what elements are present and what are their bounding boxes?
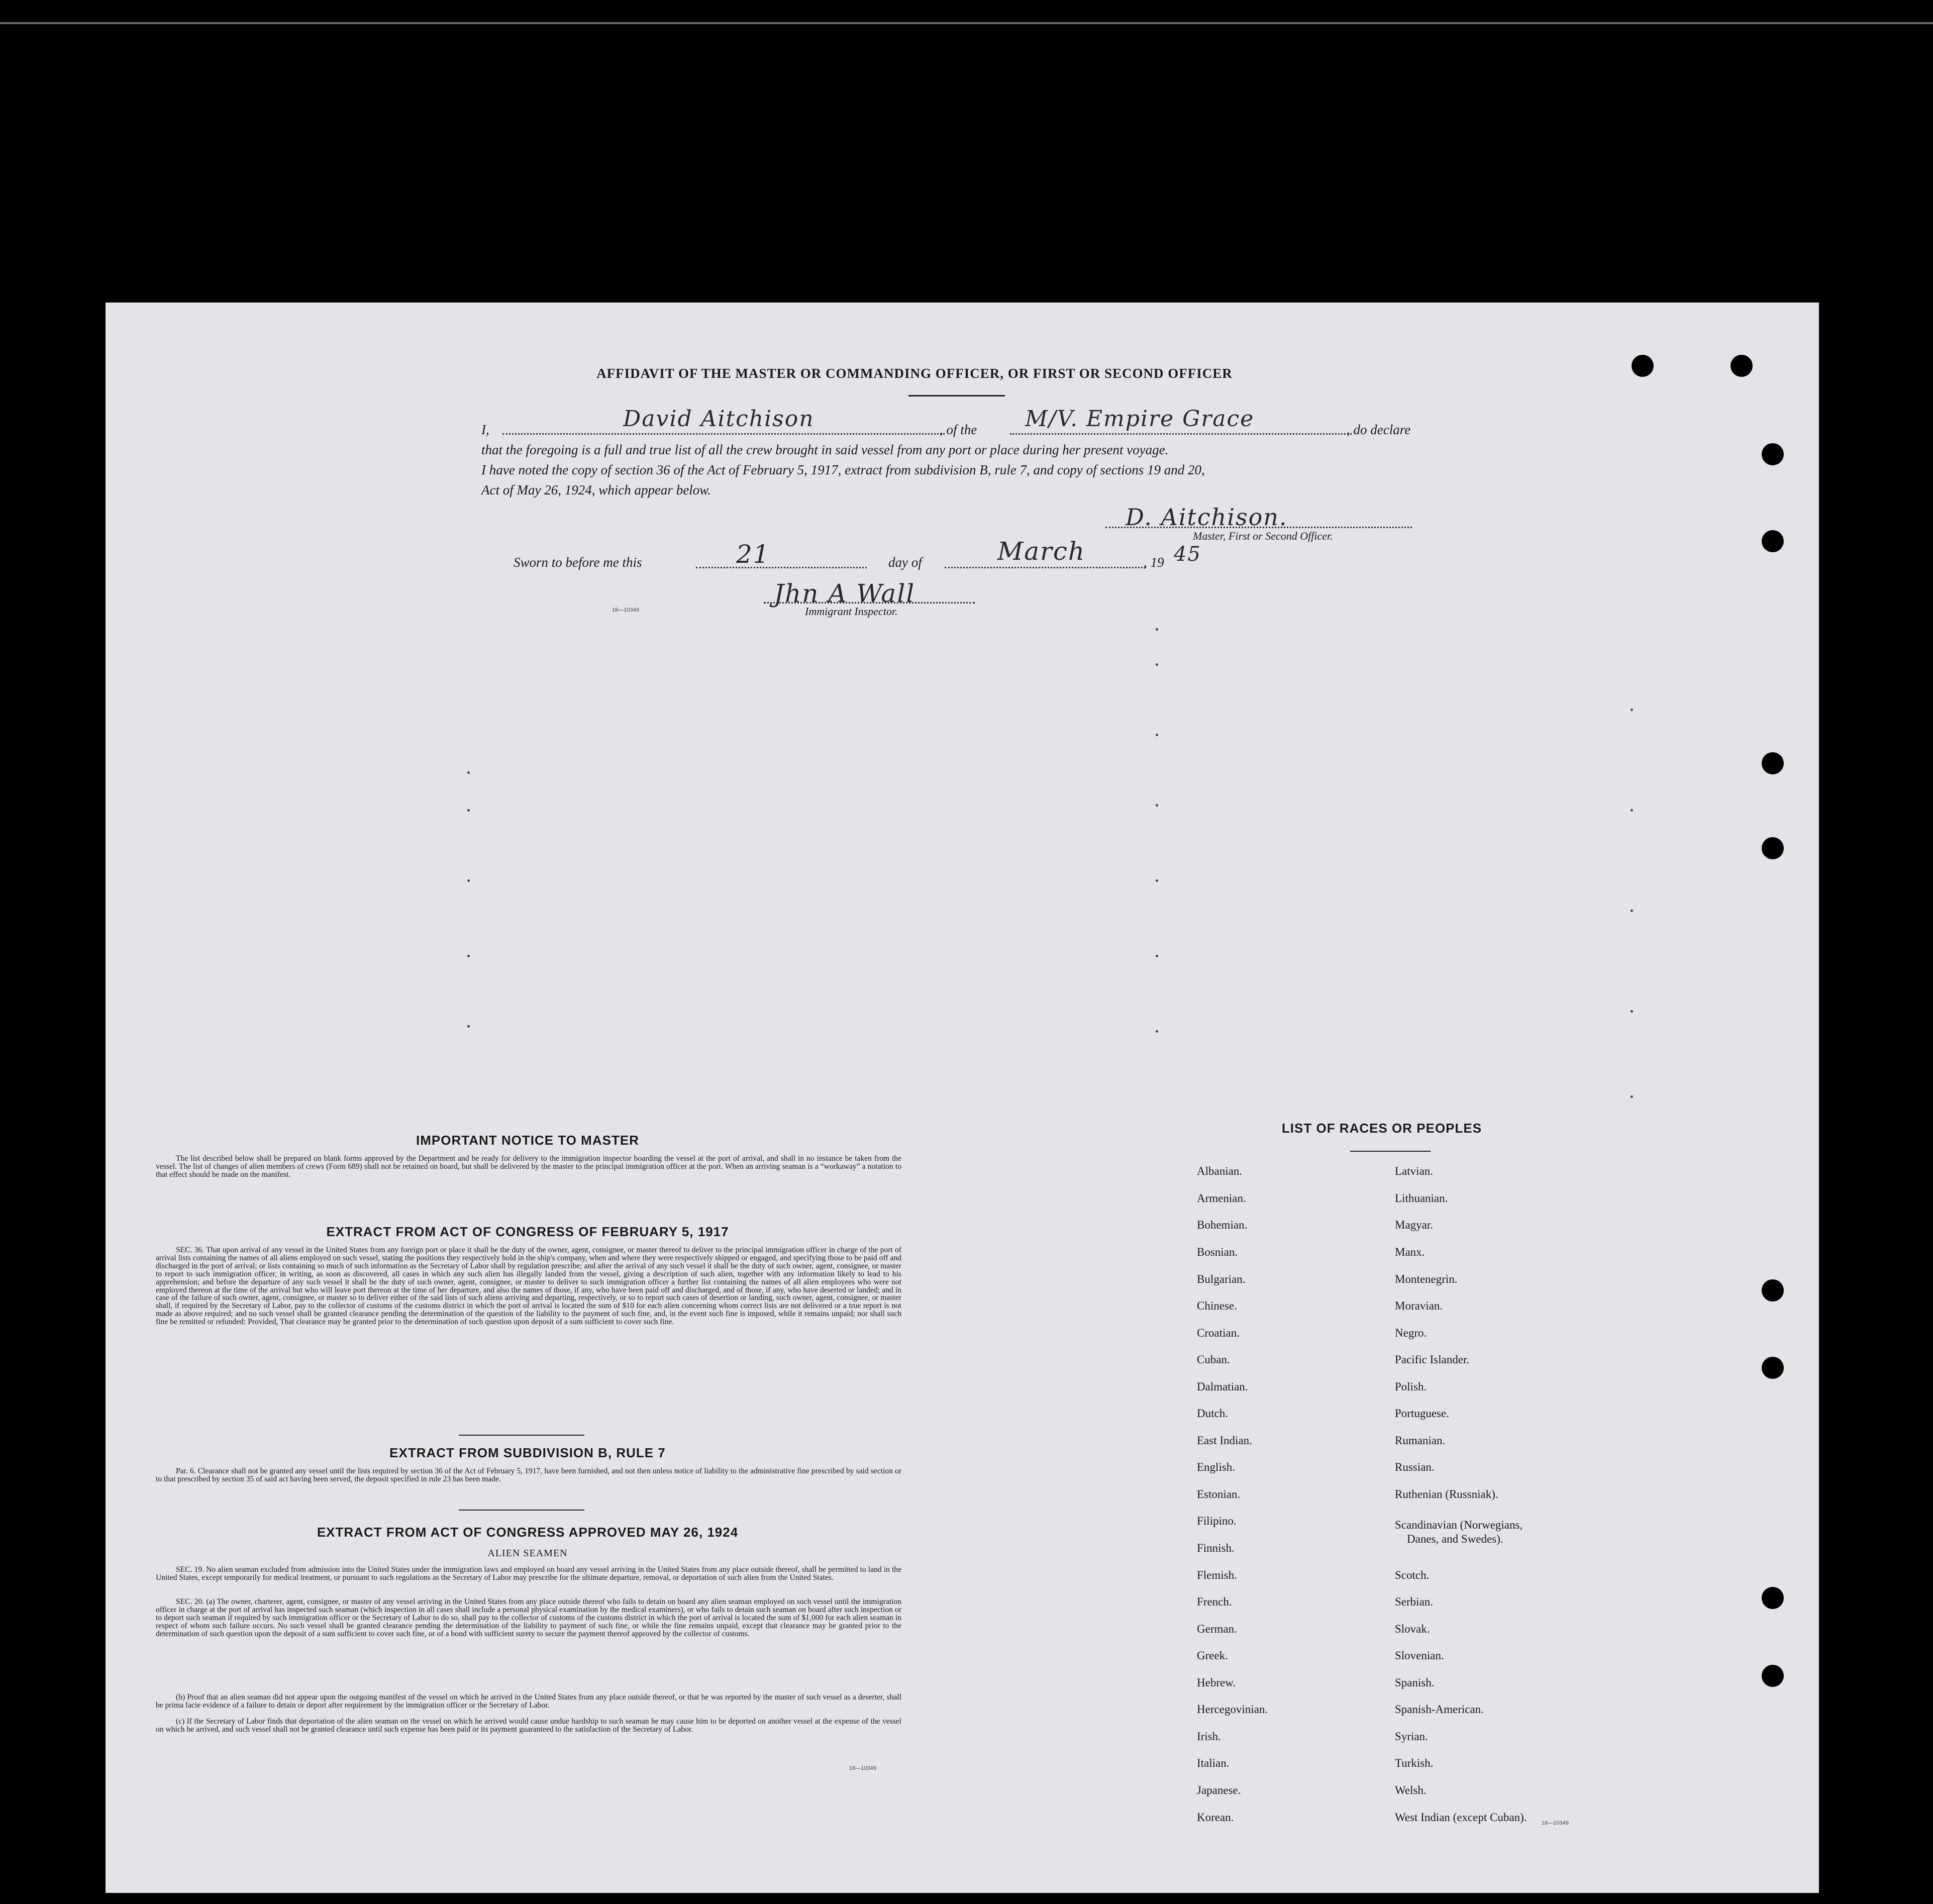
bleed-through-dot xyxy=(1156,804,1158,807)
race-item: German. xyxy=(1197,1623,1237,1635)
race-item: English. xyxy=(1197,1461,1236,1473)
bleed-through-dot xyxy=(467,879,470,882)
races-title-rule xyxy=(1350,1151,1431,1152)
bleed-through-dot xyxy=(467,1025,470,1028)
race-item: Greek. xyxy=(1197,1649,1228,1662)
race-item: Pacific Islander. xyxy=(1395,1353,1470,1366)
race-item: Russian. xyxy=(1395,1461,1435,1473)
race-item: Hebrew. xyxy=(1197,1676,1236,1689)
affidavit-line-4: Act of May 26, 1924, which appear below. xyxy=(481,482,711,497)
bleed-through-dot xyxy=(1156,1030,1158,1033)
year-handwritten: 45 xyxy=(1174,543,1201,566)
race-item: Croatian. xyxy=(1197,1327,1240,1339)
race-item: Welsh. xyxy=(1395,1784,1427,1796)
day-of-label: day of xyxy=(888,555,922,570)
master-name-line xyxy=(502,433,945,435)
punch-hole xyxy=(1731,355,1753,377)
race-item: Montenegrin. xyxy=(1395,1273,1458,1285)
affidavit-heading: AFFIDAVIT OF THE MASTER OR COMMANDING OFFICER, OR FIRST OR SECOND OFFICER xyxy=(596,366,1233,381)
punch-hole xyxy=(1762,752,1784,774)
sworn-day-handwritten: 21 xyxy=(736,540,770,569)
section-divider xyxy=(459,1510,584,1511)
race-item: Danes, and Swedes). xyxy=(1407,1533,1503,1545)
bleed-through-dot xyxy=(467,955,470,957)
document-page xyxy=(106,303,1819,1893)
inspector-caption: Immigrant Inspector. xyxy=(805,605,898,618)
race-item: Portuguese. xyxy=(1395,1407,1449,1420)
race-item: East Indian. xyxy=(1197,1434,1252,1447)
affidavit-form-number: 16—10349 xyxy=(612,607,639,613)
bleed-through-dot xyxy=(1631,809,1633,812)
extract-rule7-text: Par. 6. Clearance shall not be granted any vessel until the lists required by section 36 of the Act of February 5, 1917, have been furnished, and not then unless notice of liability to the administrative fine prescribed by said section or to that prescribed by section 35 of said act having been served, the deposit specified in rule 23 has been made. xyxy=(156,1467,901,1483)
race-item: Dalmatian. xyxy=(1197,1380,1248,1393)
race-item: Syrian. xyxy=(1395,1730,1428,1743)
year-prefix-label: , 19 xyxy=(1144,555,1164,570)
punch-hole xyxy=(1762,1279,1784,1301)
race-item: Bosnian. xyxy=(1197,1246,1238,1258)
extract-form-number: 16—10349 xyxy=(849,1765,876,1771)
bleed-through-dot xyxy=(1631,910,1633,912)
extract-1924-sec20c: (c) If the Secretary of Labor finds that deportation of the alien seaman on the vessel on which he arrived would cause undue hardship to such seaman he may cause him to be deported on another vessel at the expense of the vessel on which he arrived, and such vessel shall not be granted clearance until such expense has been paid or its payment guaranteed to the satisfaction of the Secretary of Labor. xyxy=(156,1717,901,1734)
race-item: Hercegovinian. xyxy=(1197,1703,1268,1716)
race-item: Serbian. xyxy=(1395,1595,1434,1608)
race-item: Turkish. xyxy=(1395,1757,1434,1769)
punch-hole xyxy=(1762,443,1784,465)
punch-hole xyxy=(1762,1665,1784,1687)
race-item: Flemish. xyxy=(1197,1569,1237,1581)
race-item: Polish. xyxy=(1395,1380,1427,1393)
race-item: Moravian. xyxy=(1395,1299,1443,1312)
race-item: Slovenian. xyxy=(1395,1649,1444,1662)
of-the-label: , of the xyxy=(940,422,977,437)
extract-rule7-title: EXTRACT FROM SUBDIVISION B, RULE 7 xyxy=(389,1445,666,1460)
extract-1924-subtitle: ALIEN SEAMEN xyxy=(487,1548,568,1559)
inspector-signature: Jhn A Wall xyxy=(774,579,915,608)
sworn-month-handwritten: March xyxy=(997,537,1086,566)
affidavit-i-label: I, xyxy=(481,422,489,437)
heading-rule xyxy=(908,395,1005,396)
punch-hole xyxy=(1762,530,1784,552)
bleed-through-dot xyxy=(1156,879,1158,882)
signature-caption: Master, First or Second Officer. xyxy=(1193,530,1333,542)
punch-hole xyxy=(1762,837,1784,859)
race-item: Estonian. xyxy=(1197,1488,1241,1500)
scan-top-border xyxy=(0,22,1933,24)
bleed-through-dot xyxy=(1631,1010,1633,1013)
race-item: Italian. xyxy=(1197,1757,1230,1769)
race-item: West Indian (except Cuban). xyxy=(1395,1811,1527,1824)
master-signature: D. Aitchison. xyxy=(1126,504,1288,531)
sworn-day-line xyxy=(696,567,867,568)
do-declare-label: , do declare xyxy=(1347,422,1411,437)
extract-1917-text: SEC. 36. That upon arrival of any vessel in the United States from any foreign port or place it shall be the duty of the owner, agent, consignee, or master thereof to deliver to the principal immigration officer in charge of the port of arrival lists containing the names of all aliens employed on such vessel, stating the positions they respectively hold in the ship's company, when and where they were respectively shipped or engaged, and specifying those to be paid off and discharged in the port of arrival; or lists containing so much of such information as the Secretary of Labor shall by regulation prescribe; and after the arrival of any such vessel it shall be the duty of such owner, agent, consignee, or master to report to such immigration officer, in writing, as soon as discovered, all cases in which any such alien has illegally landed from the vessel, giving a description of such alien, together with any information likely to lead to his apprehension; and before the departure of any such vessel it shall be the duty of such owner, agent, consignee, or master to deliver to such immigration officer a further list containing the names of all alien employees who were not employed thereon at the time of the arrival but who will leave port thereon at the time of her departure, and also the names of those, if any, who have been paid off and discharged, and of those, if any, who have deserted or landed; and in case of the failure of such owner, agent, consignee, or master so to deliver either of the said lists of such aliens arriving and departing, respectively, or so to report such cases of desertion or landing, such owner, agent, consignee, or master shall, if required by the Secretary of Labor, pay to the collector of customs of the customs district in which the port of arrival is located the sum of $10 for each alien concerning whom correct lists are not delivered or a true report is not made as above required; and no such vessel shall be granted clearance pending the determination of the question of the liability to the payment of such fine, and, in the event such fine is imposed, while it remains unpaid; nor shall such fine be remitted or refunded: Provided, That clearance may be granted prior to the determination of such question upon deposit of a sum sufficient to cover such fine. xyxy=(156,1246,901,1327)
vessel-name-handwritten: M/V. Empire Grace xyxy=(1025,406,1255,432)
race-item: Filipino. xyxy=(1197,1515,1237,1527)
race-item: Scotch. xyxy=(1395,1569,1430,1581)
punch-hole xyxy=(1762,1587,1784,1609)
sworn-month-line xyxy=(945,567,1146,568)
bleed-through-dot xyxy=(1631,709,1633,711)
bleed-through-dot xyxy=(467,809,470,812)
section-divider xyxy=(459,1435,584,1436)
signature-line xyxy=(1105,527,1412,528)
race-item: Manx. xyxy=(1395,1246,1425,1258)
vessel-name-line xyxy=(1010,433,1352,435)
punch-hole xyxy=(1762,1357,1784,1379)
master-name-handwritten: David Aitchison xyxy=(623,406,815,432)
inspector-line xyxy=(764,602,975,604)
bleed-through-dot xyxy=(1631,1095,1633,1098)
race-item: Ruthenian (Russniak). xyxy=(1395,1488,1498,1500)
race-item: Irish. xyxy=(1197,1730,1221,1743)
bleed-through-dot xyxy=(1156,663,1158,666)
sworn-label: Sworn to before me this xyxy=(514,555,642,570)
notice-title: IMPORTANT NOTICE TO MASTER xyxy=(416,1133,639,1148)
races-form-number: 16—10349 xyxy=(1542,1820,1569,1826)
race-item: Bulgarian. xyxy=(1197,1273,1246,1285)
punch-hole xyxy=(1632,355,1654,377)
extract-1924-sec20b: (b) Proof that an alien seaman did not appear upon the outgoing manifest of the vessel on which he arrived in the United States from any place outside thereof, or that he was reported by the master of such vessel as a deserter, shall be prima facie evidence of a failure to detain or deport after requirement by the immigration officer or the Secretary of Labor. xyxy=(156,1693,901,1710)
race-item: Magyar. xyxy=(1395,1219,1434,1231)
race-item: Slovak. xyxy=(1395,1623,1430,1635)
extract-1924-title: EXTRACT FROM ACT OF CONGRESS APPROVED MAY 26, 1924 xyxy=(317,1525,739,1540)
races-title: LIST OF RACES OR PEOPLES xyxy=(1281,1121,1482,1136)
extract-1924-sec20a: SEC. 20. (a) The owner, charterer, agent, consignee, or master of any vessel arriving in the United States from any place outside thereof who fails to detain on board any alien seaman employed on such vessel until the immigration officer in charge at the port of arrival has inspected such seaman (which inspection in all cases shall include a personal physical examination by the medical examiners), or who fails to detain such seaman on board after such inspection or to deport such seaman if required by such immigration officer or the Secretary of Labor to do so, shall pay to the collector of customs of the customs district in which the port of arrival is located the sum of $1,000 for each alien seaman in respect of whom such failure occurs. No such vessel shall be granted clearance pending the determination of the liability to payment of such fine, or while the fine remains unpaid, except that clearance may be granted prior to the determination of such question upon the deposit of a sum sufficient to cover such fine, or of a bond with sufficient surety to secure the payment thereof approved by the collector of customs. xyxy=(156,1597,901,1638)
bleed-through-dot xyxy=(1156,734,1158,736)
race-item: Latvian. xyxy=(1395,1165,1433,1177)
race-item: Lithuanian. xyxy=(1395,1192,1448,1205)
race-item: Spanish-American. xyxy=(1395,1703,1484,1716)
race-item: Cuban. xyxy=(1197,1353,1230,1366)
extract-1917-title: EXTRACT FROM ACT OF CONGRESS OF FEBRUARY 5, 1917 xyxy=(326,1224,729,1239)
affidavit-line-2: that the foregoing is a full and true list of all the crew brought in said vessel from any port or place during her present voyage. xyxy=(481,442,1169,457)
race-item: Dutch. xyxy=(1197,1407,1228,1420)
race-item: Bohemian. xyxy=(1197,1219,1248,1231)
extract-1924-sec19: SEC. 19. No alien seaman excluded from admission into the United States under the immigration laws and employed on board any vessel arriving in the United States from any place outside thereof, shall be permitted to land in the United States, except temporarily for medical treatment, or pursuant to such regulations as the Secretary of Labor may prescribe for the ultimate departure, removal, or deportation of such alien from the United States. xyxy=(156,1565,901,1582)
race-item: Korean. xyxy=(1197,1811,1234,1824)
race-item: Rumanian. xyxy=(1395,1434,1446,1447)
bleed-through-dot xyxy=(1156,628,1158,631)
race-item: Armenian. xyxy=(1197,1192,1246,1205)
race-item: Finnish. xyxy=(1197,1542,1235,1554)
race-item: Japanese. xyxy=(1197,1784,1241,1796)
race-item: Spanish. xyxy=(1395,1676,1435,1689)
race-item: French. xyxy=(1197,1595,1232,1608)
race-item: Negro. xyxy=(1395,1327,1427,1339)
race-item: Albanian. xyxy=(1197,1165,1243,1177)
bleed-through-dot xyxy=(467,771,470,774)
notice-text: The list described below shall be prepared on blank forms approved by the Department and be ready for delivery to the immigration inspector boarding the vessel at the port of arrival, and shall in no instance be taken from the vessel. The list of changes of alien members of crews (Form 689) shall not be retained on board, but shall be delivered by the master to the principal immigration officer at the port. When an arriving seaman is a “workaway” a notation to that effect should be made on the manifest. xyxy=(156,1154,901,1179)
affidavit-line-3: I have noted the copy of section 36 of the Act of February 5, 1917, extract from subdivision B, rule 7, and copy of sections 19 and 20, xyxy=(481,462,1205,477)
race-item: Chinese. xyxy=(1197,1299,1237,1312)
bleed-through-dot xyxy=(1156,955,1158,957)
race-item: Scandinavian (Norwegians, xyxy=(1395,1519,1523,1531)
